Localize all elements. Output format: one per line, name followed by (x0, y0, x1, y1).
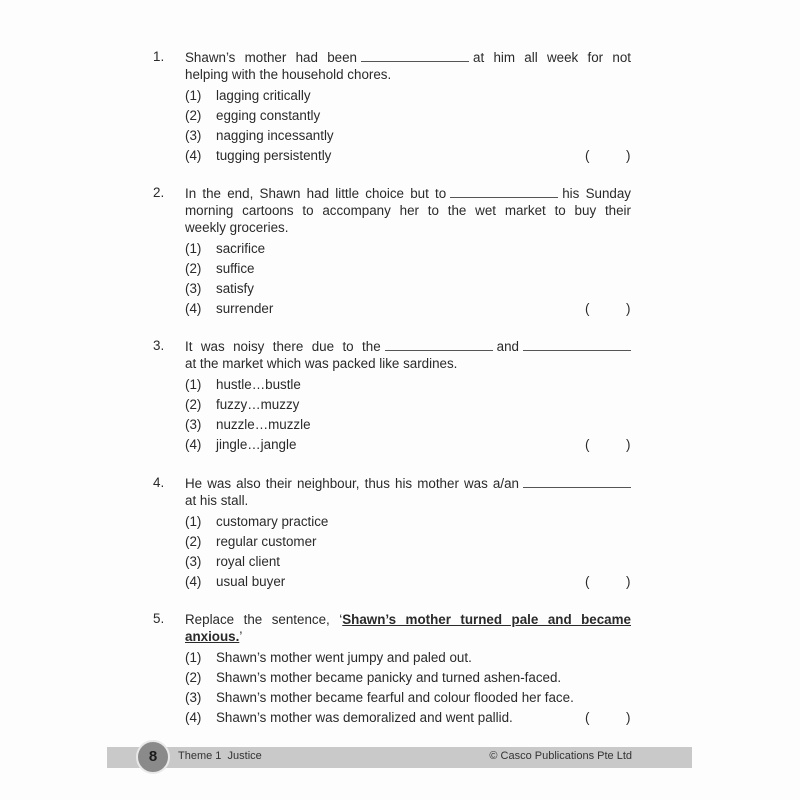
answer-blank (361, 60, 469, 62)
option-label: (2) (185, 670, 202, 685)
answer-bracket-open: ( (585, 437, 590, 452)
option (185, 435, 633, 455)
option-label: (3) (185, 128, 202, 143)
answer-bracket-close: ) (626, 710, 631, 725)
question-5 (153, 611, 633, 728)
stem-text: helping with the household chores. (185, 67, 392, 82)
option-label: (4) (185, 437, 202, 452)
option-text: nuzzle…muzzle (216, 417, 311, 432)
option-text: tugging persistently (216, 148, 332, 163)
stem-text: his Sunday (562, 186, 631, 201)
option (185, 572, 633, 592)
option-label: (2) (185, 261, 202, 276)
stem-text: at him all week for not (473, 50, 631, 65)
option-text: jingle…jangle (216, 437, 297, 452)
option-label: (3) (185, 417, 202, 432)
footer-copyright: © Casco Publications Pte Ltd (489, 750, 632, 762)
question-number: 4. (153, 475, 165, 490)
option-text: usual buyer (216, 574, 286, 589)
stem-text: He was also their neighbour, thus his mother was a/an (185, 476, 519, 491)
answer-bracket-open: ( (585, 301, 590, 316)
stem-text: morning cartoons to accompany her to the wet market to buy their (185, 203, 631, 218)
question-number: 3. (153, 338, 165, 353)
question-number: 2. (153, 185, 165, 200)
option-label: (4) (185, 301, 202, 316)
option (185, 239, 633, 259)
option-label: (1) (185, 514, 202, 529)
option-text: Shawn’s mother became panicky and turned ashen-faced. (216, 670, 562, 685)
option (185, 512, 633, 532)
question-3 (153, 338, 633, 455)
option-label: (2) (185, 397, 202, 412)
page-number: 8 (136, 740, 170, 774)
answer-blank (450, 196, 558, 198)
option-text: royal client (216, 554, 281, 569)
answer-bracket-close: ) (626, 301, 631, 316)
option (185, 279, 633, 299)
option (185, 106, 633, 126)
question-stem (185, 185, 631, 236)
stem-text: It was noisy there due to the (185, 339, 381, 354)
stem-text: In the end, Shawn had little choice but to (185, 186, 447, 201)
question-stem (185, 49, 631, 83)
option-label: (4) (185, 148, 202, 163)
option-text: Shawn’s mother became fearful and colour flooded her face. (216, 690, 574, 705)
answer-bracket-open: ( (585, 148, 590, 163)
stem-text: ’ (239, 629, 243, 644)
answer-bracket-close: ) (626, 148, 631, 163)
option (185, 532, 633, 552)
option-label: (3) (185, 554, 202, 569)
option (185, 648, 633, 668)
option (185, 708, 633, 728)
question-stem (185, 611, 631, 645)
option (185, 552, 633, 572)
stem-text: at his stall. (185, 493, 249, 508)
option-label: (3) (185, 281, 202, 296)
option (185, 146, 633, 166)
question-1 (153, 49, 633, 166)
option-text: fuzzy…muzzy (216, 397, 300, 412)
option-label: (2) (185, 534, 202, 549)
option (185, 688, 633, 708)
option-text: satisfy (216, 281, 254, 296)
option-text: sacrifice (216, 241, 266, 256)
option (185, 86, 633, 106)
stem-text: weekly groceries. (185, 220, 289, 235)
answer-bracket-open: ( (585, 710, 590, 725)
answer-bracket-open: ( (585, 574, 590, 589)
stem-text: Replace the sentence, ‘ (185, 612, 343, 627)
answer-blank (523, 486, 631, 488)
option (185, 395, 633, 415)
option (185, 259, 633, 279)
answer-blank (523, 349, 631, 351)
options-list (185, 86, 633, 166)
option-text: regular customer (216, 534, 317, 549)
option-label: (1) (185, 377, 202, 392)
quoted-sentence: Shawn’s mother turned pale and became (342, 612, 631, 627)
question-number: 1. (153, 49, 165, 64)
option-label: (4) (185, 574, 202, 589)
option-label: (1) (185, 241, 202, 256)
option-label: (1) (185, 650, 202, 665)
option-text: customary practice (216, 514, 329, 529)
answer-bracket-close: ) (626, 437, 631, 452)
option-text: hustle…bustle (216, 377, 301, 392)
stem-text: at the market which was packed like sardines. (185, 356, 458, 371)
question-2 (153, 185, 633, 319)
question-4 (153, 475, 633, 592)
question-number: 5. (153, 611, 165, 626)
stem-text: Shawn’s mother had been (185, 50, 357, 65)
stem-text: and (496, 339, 519, 354)
option-text: egging constantly (216, 108, 321, 123)
answer-bracket-close: ) (626, 574, 631, 589)
option-text: surrender (216, 301, 274, 316)
options-list (185, 239, 633, 319)
option-text: lagging critically (216, 88, 311, 103)
option-label: (1) (185, 88, 202, 103)
option (185, 668, 633, 688)
option-text: suffice (216, 261, 255, 276)
question-stem (185, 475, 631, 509)
options-list (185, 512, 633, 592)
option (185, 299, 633, 319)
option (185, 415, 633, 435)
answer-blank (385, 349, 493, 351)
option-text: Shawn’s mother went jumpy and paled out. (216, 650, 472, 665)
option-label: (2) (185, 108, 202, 123)
option-label: (4) (185, 710, 202, 725)
footer-section: Theme 1 Justice (178, 750, 262, 762)
option (185, 126, 633, 146)
option (185, 375, 633, 395)
options-list (185, 648, 633, 728)
quoted-sentence: anxious. (185, 629, 240, 644)
question-stem (185, 338, 631, 372)
option-text: nagging incessantly (216, 128, 334, 143)
option-label: (3) (185, 690, 202, 705)
option-text: Shawn’s mother was demoralized and went pallid. (216, 710, 513, 725)
options-list (185, 375, 633, 455)
